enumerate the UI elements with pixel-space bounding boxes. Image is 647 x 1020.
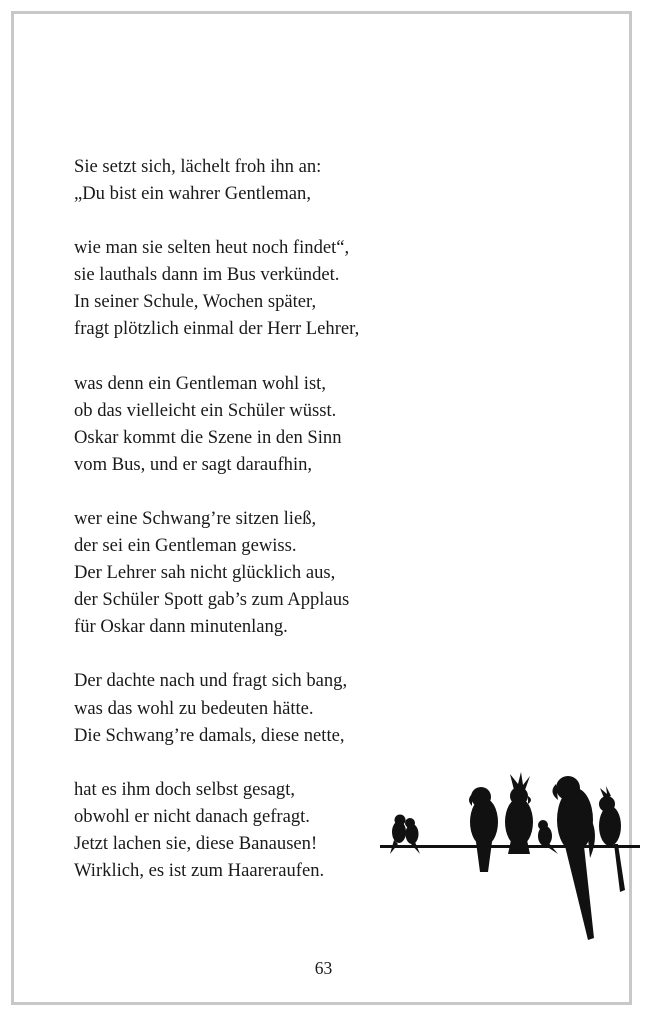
stanza-6 bbox=[74, 776, 359, 884]
poem-line: für Oskar dann minutenlang. bbox=[74, 616, 288, 638]
lovebird-pair bbox=[390, 815, 420, 855]
poem-line: der sei ein Gentleman gewiss. bbox=[74, 535, 297, 557]
cockatiel-silhouette bbox=[599, 786, 625, 892]
poem-line: vom Bus, und er sagt daraufhin, bbox=[74, 453, 313, 475]
stanza-5 bbox=[74, 667, 359, 748]
poem-line: „Du bist ein wahrer Gentleman, bbox=[74, 183, 311, 205]
page-number: 63 bbox=[314, 958, 333, 978]
poem-line: was denn ein Gentleman wohl ist, bbox=[74, 372, 326, 394]
poem-line: obwohl er nicht danach gefragt. bbox=[74, 805, 310, 827]
parrot-silhouette bbox=[469, 787, 498, 872]
poem-line: hat es ihm doch selbst gesagt, bbox=[74, 778, 296, 800]
poem-line: Oskar kommt die Szene in den Sinn bbox=[74, 426, 342, 448]
poem-line: was das wohl zu bedeuten hätte. bbox=[74, 697, 314, 719]
poem-line: wer eine Schwang’re sitzen ließ, bbox=[74, 507, 317, 529]
poem-line: Wirklich, es ist zum Haareraufen. bbox=[74, 859, 325, 881]
poem-line: ob das vielleicht ein Schüler wüsst. bbox=[74, 399, 337, 421]
stanza-2 bbox=[74, 234, 359, 342]
poem-line: sie lauthals dann im Bus verkündet. bbox=[74, 264, 340, 286]
stanza-4 bbox=[74, 505, 359, 640]
macaw-silhouette bbox=[552, 776, 595, 940]
small-bird-silhouette bbox=[538, 820, 558, 854]
poem-line: Der dachte nach und fragt sich bang, bbox=[74, 670, 348, 692]
stanza-3 bbox=[74, 370, 359, 478]
poem-line: Jetzt lachen sie, diese Banausen! bbox=[74, 832, 318, 854]
poem-line: der Schüler Spott gab’s zum Applaus bbox=[74, 589, 350, 611]
poem-line: wie man sie selten heut noch findet“, bbox=[74, 237, 350, 259]
poem-line: In seiner Schule, Wochen später, bbox=[74, 291, 317, 313]
poem bbox=[74, 153, 359, 911]
birds-on-wire-icon bbox=[380, 770, 640, 945]
poem-line: Der Lehrer sah nicht glücklich aus, bbox=[74, 562, 336, 584]
cockatoo-silhouette bbox=[505, 772, 533, 854]
stanza-1 bbox=[74, 153, 359, 207]
poem-line: Sie setzt sich, lächelt froh ihn an: bbox=[74, 156, 322, 177]
poem-line: fragt plötzlich einmal der Herr Lehrer, bbox=[74, 318, 360, 340]
poem-line: Die Schwang’re damals, diese nette, bbox=[74, 724, 345, 746]
